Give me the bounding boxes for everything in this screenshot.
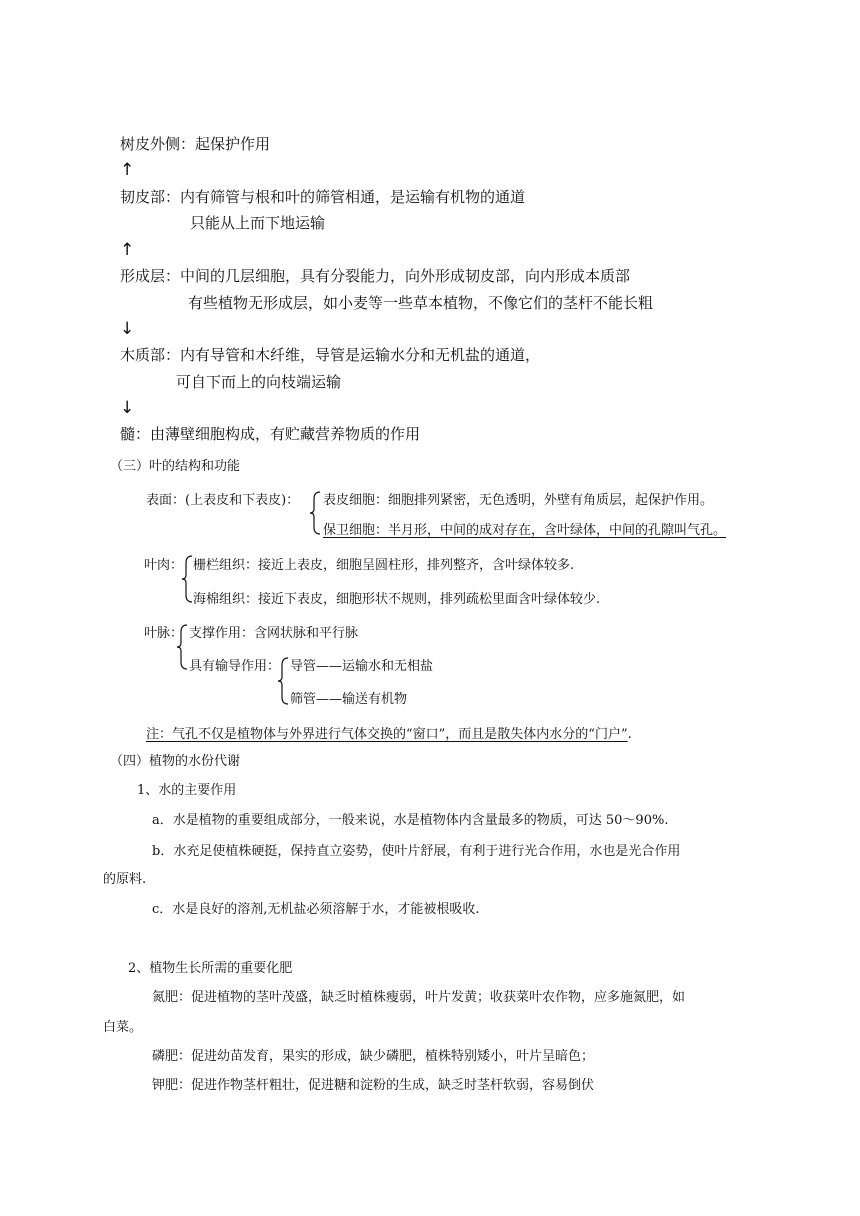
brace-icon: [181, 555, 193, 603]
cambium-note: 有些植物无形成层，如小麦等一些草本植物，不像它们的茎杆不能长粗: [188, 294, 654, 312]
xylem-line: 木质部：内有导管和木纤维，导管是运输水分和无机盐的通道，: [120, 346, 541, 364]
phosphorus-line: 磷肥：促进幼苗发育，果实的形成，缺少磷肥，植株特别矮小，叶片呈暗色；: [152, 1049, 595, 1064]
surface-label: 表面：(上表皮和下表皮)：: [146, 493, 300, 508]
guard-cell-text: 半月形，中间的成对存在，含叶绿体，中间的孔隙叫气孔。: [388, 523, 727, 538]
stomata-note-end: .: [627, 727, 632, 742]
water-heading: （四）植物的水份代谢: [110, 754, 241, 769]
leaf-heading: （三）叶的结构和功能: [110, 459, 241, 474]
down-arrow-icon: ↓: [120, 319, 135, 339]
guard-cell-line: [323, 524, 726, 537]
down-arrow-icon: ↓: [120, 398, 135, 418]
water-item-a: a．水是植物的重要组成部分，一般来说，水是植物体内含量最多的物质，可达 50～90%.: [152, 813, 669, 828]
stomata-note: [146, 728, 632, 741]
water-item-c: c．水是良好的溶剂,无机盐必须溶解于水，才能被根吸收.: [152, 902, 480, 917]
conduct-label: 具有输导作用：: [189, 659, 281, 674]
bark-line: 树皮外侧：起保护作用: [120, 135, 271, 153]
fertilizer-subheading: 2、植物生长所需的重要化肥: [128, 961, 293, 976]
up-arrow-icon: ↑: [120, 240, 135, 260]
pith-line: 髓：由薄壁细胞构成，有贮藏营养物质的作用: [120, 425, 421, 443]
water-item-b-cont: 的原料.: [103, 872, 147, 887]
brace-icon: [176, 624, 188, 670]
xylem-note: 可自下而上的向枝端运输: [176, 373, 342, 391]
nitrogen-line: 氮肥：促进植物的茎叶茂盛，缺乏时植株瘦弱，叶片发黄；收获菜叶农作物，应多施氮肥，如: [152, 990, 686, 1005]
up-arrow-icon: ↑: [120, 160, 135, 180]
potassium-line: 钾肥：促进作物茎杆粗壮，促进糖和淀粉的生成，缺乏时茎杆软弱，容易倒伏: [152, 1078, 595, 1093]
stomata-note-text: 注：气孔不仅是植物体与外界进行气体交换的“窗口”，而且是散失体内水分的“门户”: [146, 727, 628, 742]
cambium-line: 形成层：中间的几层细胞，具有分裂能力，向外形成韧皮部，向内形成本质部: [120, 267, 631, 285]
water-item-b: b．水充足使植株硬挺，保持直立姿势，使叶片舒展，有利于进行光合作用，水也是光合作用: [152, 844, 681, 859]
water-subheading: 1、水的主要作用: [137, 783, 237, 798]
brace-icon: [309, 491, 321, 535]
vessel-text: 导管——运输水和无相盐: [290, 659, 434, 674]
spongy-text: 海棉组织：接近下表皮，细胞形状不规则，排列疏松里面含叶绿体较少.: [193, 592, 601, 607]
support-text: 支撑作用：含网状脉和平行脉: [189, 626, 359, 641]
brace-icon: [277, 657, 289, 705]
palisade-text: 栅栏组织：接近上表皮，细胞呈圆柱形，排列整齐，含叶绿体较多.: [193, 558, 575, 573]
sieve-text: 筛管——输送有机物: [290, 692, 408, 707]
epidermal-cell-text: 表皮细胞：细胞排列紧密，无色透明，外壁有角质层，起保护作用。: [323, 493, 714, 508]
nitrogen-line-cont: 白菜。: [103, 1020, 143, 1035]
phloem-line: 韧皮部：内有筛管与根和叶的筛管相通，是运输有机物的通道: [120, 188, 526, 206]
guard-cell-label: 保卫细胞：: [323, 523, 389, 538]
phloem-note: 只能从上而下地运输: [190, 214, 326, 232]
vein-label: 叶脉：: [144, 626, 184, 641]
mesophyll-label: 叶肉：: [144, 558, 184, 573]
